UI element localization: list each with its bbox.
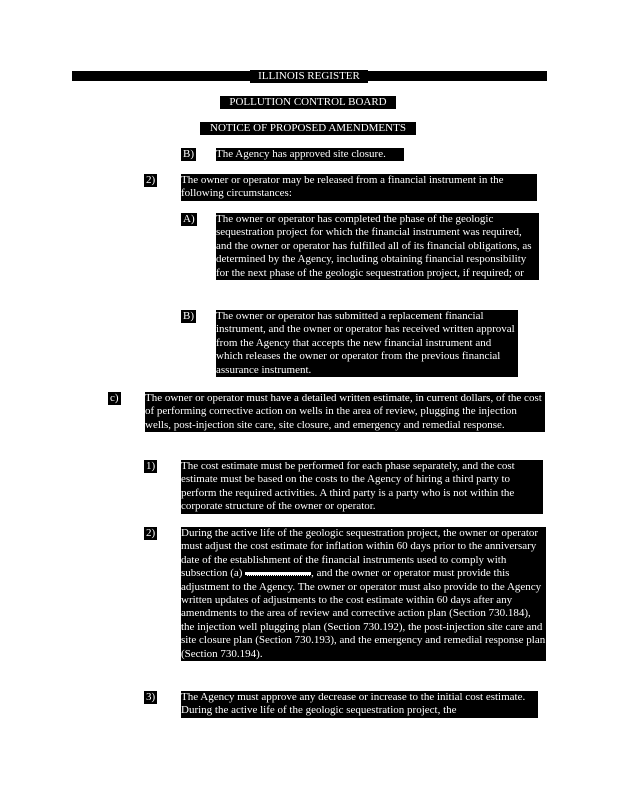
paragraph-cost-estimate: The owner or operator must have a detailed written estimate, in current dollars, of the cost of performing corrective action on wells in the area of review, plugging the injection wells, post-injection site care, site closure, and emergency and remedial response. [145, 392, 545, 432]
paragraph-phase-completed: The owner or operator has completed the phase of the geologic sequestration project for which the financial instrument was required, and the owner or operator has fulfilled all of its financial obligations, as determined by the Agency, including obtaining financial responsibility for the next phase of the geologic sequestration project, if required; or [216, 213, 539, 280]
item-label-3: 3) [146, 691, 156, 703]
item-label-a: A) [183, 213, 195, 225]
paragraph-inflation-adjustment [181, 527, 546, 661]
paragraph-inflation-text-b: , and the owner or operator must provide this adjustment to the Agency. The owner or operator must also provide to the Agency written updates of adjustments to the cost estimate within 60 days after any amendments to the area of review and corrective action plan (Section 730.184), the injection well plugging plan (Section 730.192), the post-injection site care and site closure plan (Section 730.193), and the emergency and remedial response plan (Section 730.194). [181, 567, 546, 660]
paragraph-agency-approved: The Agency has approved site closure. [216, 148, 404, 161]
item-label-1: 1) [146, 460, 156, 472]
paragraph-release-circumstances: The owner or operator may be released from a financial instrument in the following circumstances: [181, 174, 537, 201]
paragraph-agency-approve-cost: The Agency must approve any decrease or increase to the initial cost estimate. During the active life of the geologic sequestration project, the [181, 691, 538, 718]
paragraph-cost-per-phase: The cost estimate must be performed for each phase separately, and the cost estimate must be based on the costs to the Agency of hiring a third party to perform the required activities. A third party is a party who is not within the corporate structure of the owner or operator. [181, 460, 543, 514]
redaction-mark [245, 572, 311, 576]
paragraph-replacement-instrument: The owner or operator has submitted a replacement financial instrument, and the owner or operator has received written approval from the Agency that accepts the new financial instrument and which releases the owner or operator from the previous financial assurance instrument. [216, 310, 518, 377]
item-label-b: B) [183, 148, 194, 160]
item-label-c: c) [110, 392, 119, 404]
paragraph-inflation-text-a: During the active life of the geologic sequestration project, the owner or operator must adjust the cost estimate for inflation within 60 days prior to the anniversary date of the establishment of the financial instruments used to comply with subsection (a) [181, 527, 539, 580]
notice-title: NOTICE OF PROPOSED AMENDMENTS [200, 122, 416, 135]
register-title: ILLINOIS REGISTER [250, 70, 368, 83]
item-label-2b: 2) [146, 527, 156, 539]
item-label-2: 2) [146, 174, 156, 186]
item-label-b2: B) [183, 310, 194, 322]
board-title: POLLUTION CONTROL BOARD [220, 96, 396, 109]
